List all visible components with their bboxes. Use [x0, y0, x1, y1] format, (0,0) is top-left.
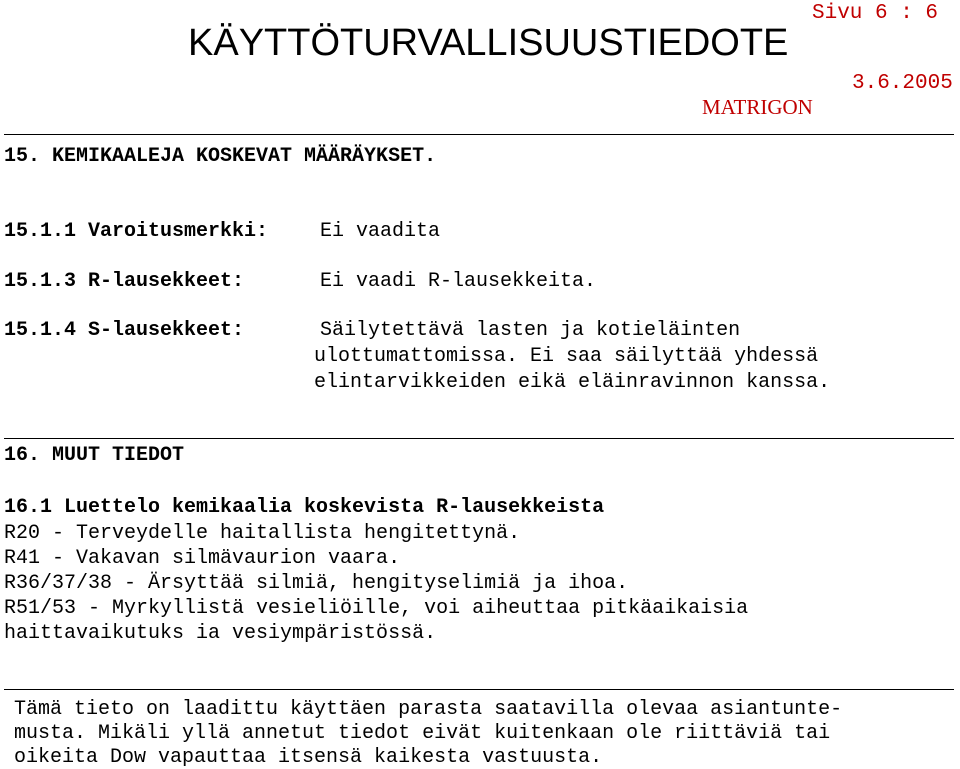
footer-divider — [4, 689, 954, 690]
hazard-symbol-value: Ei vaadita — [320, 220, 441, 243]
s-phrases-line-2: ulottumattomissa. Ei saa säilyttää yhdessä — [314, 345, 819, 368]
section-16-divider — [4, 438, 954, 439]
s-phrases-line-1: Säilytettävä lasten ja kotieläinten — [320, 319, 741, 342]
r-phrase-line: R41 - Vakavan silmävaurion vaara. — [4, 547, 401, 570]
r-phrase-line: R36/37/38 - Ärsyttää silmiä, hengityselimiä ja ihoa. — [4, 572, 629, 595]
r-phrases-label: 15.1.3 R-lausekkeet: — [4, 270, 245, 293]
product-name: MATRIGON — [702, 95, 813, 119]
disclaimer-line: Tämä tieto on laadittu käyttäen parasta saatavilla olevaa asiantunte- — [14, 698, 843, 721]
section-16-heading: 16. MUUT TIEDOT — [4, 444, 185, 467]
hazard-symbol-label: 15.1.1 Varoitusmerkki: — [4, 220, 269, 243]
r-phrase-line: R51/53 - Myrkyllistä vesieliöille, voi aiheuttaa pitkäaikaisia — [4, 597, 749, 620]
disclaimer-line: musta. Mikäli yllä annetut tiedot eivät kuitenkaan ole riittäviä tai — [14, 722, 831, 745]
section-15-heading: 15. KEMIKAALEJA KOSKEVAT MÄÄRÄYKSET. — [4, 145, 437, 168]
s-phrases-line-3: elintarvikkeiden eikä eläinravinnon kanssa. — [314, 371, 831, 394]
header-divider — [4, 134, 954, 135]
r-phrase-list-heading: 16.1 Luettelo kemikaalia koskevista R-lausekkeista — [4, 496, 605, 519]
r-phrases-value: Ei vaadi R-lausekkeita. — [320, 270, 597, 293]
r-phrase-line: haittavaikutuks ia vesiympäristössä. — [4, 622, 437, 645]
s-phrases-label: 15.1.4 S-lausekkeet: — [4, 319, 245, 342]
document-date: 3.6.2005 — [852, 72, 953, 95]
page-number: Sivu 6 : 6 — [812, 2, 939, 25]
document-title: KÄYTTÖTURVALLISUUSTIEDOTE — [188, 22, 789, 64]
r-phrase-line: R20 - Terveydelle haitallista hengitettynä. — [4, 522, 521, 545]
disclaimer-line: oikeita Dow vapauttaa itsensä kaikesta vastuusta. — [14, 746, 603, 769]
